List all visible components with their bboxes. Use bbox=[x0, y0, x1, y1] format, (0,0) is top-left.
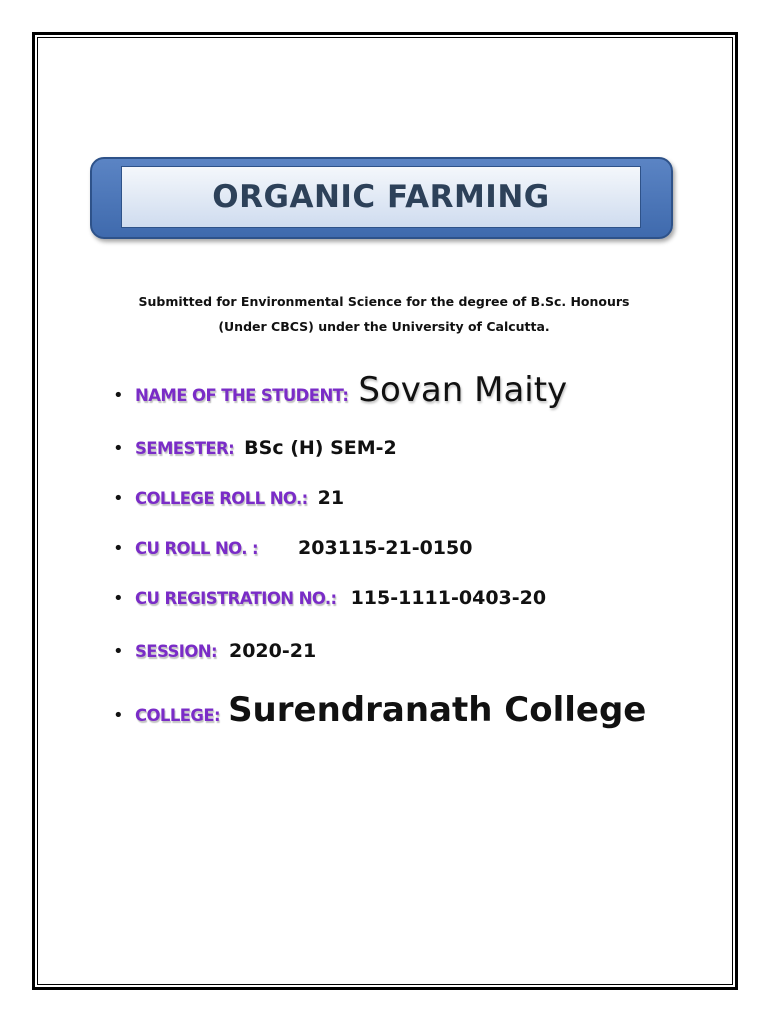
bullet-icon: • bbox=[113, 438, 124, 459]
cu-roll-label: CU ROLL NO. : bbox=[135, 539, 259, 558]
bullet-icon: • bbox=[113, 588, 124, 609]
semester-value: BSc (H) SEM-2 bbox=[244, 437, 397, 459]
session-label: SESSION: bbox=[135, 642, 217, 661]
session-value: 2020-21 bbox=[228, 640, 317, 662]
college-label: COLLEGE: bbox=[135, 706, 221, 725]
bullet-icon: • bbox=[113, 705, 124, 726]
bullet-icon: • bbox=[113, 641, 124, 662]
bullet-icon: • bbox=[113, 488, 124, 509]
list-item-cu-roll bbox=[113, 537, 472, 559]
list-item-cu-registration bbox=[113, 587, 546, 609]
cu-roll-value: 203115-21-0150 bbox=[298, 537, 473, 559]
cu-registration-label: CU REGISTRATION NO.: bbox=[135, 589, 337, 608]
list-item-semester bbox=[113, 437, 397, 459]
bullet-icon: • bbox=[113, 538, 124, 559]
semester-label: SEMESTER: bbox=[135, 439, 235, 458]
list-item-session bbox=[113, 640, 316, 662]
student-name-label: NAME OF THE STUDENT: bbox=[135, 386, 349, 405]
student-name-value: Sovan Maity bbox=[358, 370, 568, 410]
college-roll-value: 21 bbox=[317, 487, 345, 509]
page-title: ORGANIC FARMING bbox=[212, 179, 550, 215]
submission-line-2: (Under CBCS) under the University of Calcutta. bbox=[218, 319, 550, 334]
list-item-college bbox=[113, 690, 646, 730]
cu-registration-value: 115-1111-0403-20 bbox=[350, 587, 547, 609]
college-value: Surendranath College bbox=[228, 690, 647, 730]
college-roll-label: COLLEGE ROLL NO.: bbox=[135, 489, 308, 508]
list-item-student-name bbox=[113, 370, 567, 410]
submission-line-1: Submitted for Environmental Science for the degree of B.Sc. Honours bbox=[138, 294, 630, 309]
bullet-icon: • bbox=[113, 385, 124, 406]
list-item-college-roll bbox=[113, 487, 344, 509]
